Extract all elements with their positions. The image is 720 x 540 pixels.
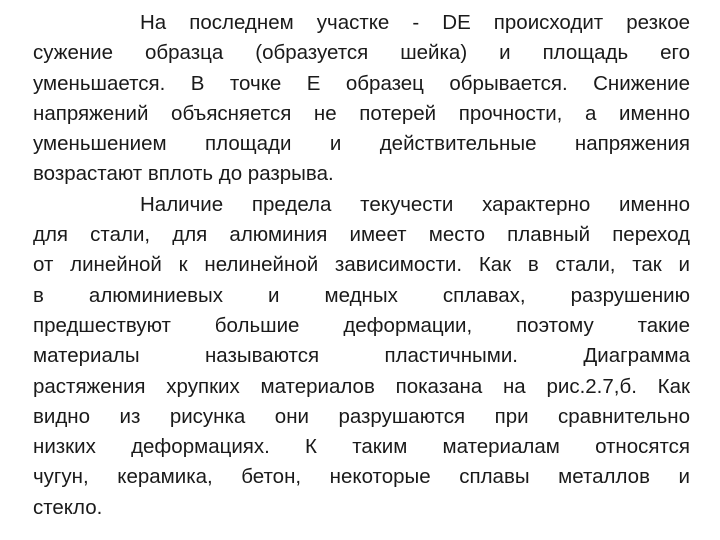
text-line: для стали, для алюминия имеет место плавный переход — [33, 223, 690, 247]
text-line: возрастают вплоть до разрыва. — [33, 162, 334, 186]
text-line: чугун, керамика, бетон, некоторые сплавы металлов и — [33, 465, 690, 489]
text-line: уменьшается. В точке E образец обрывается. Снижение — [33, 71, 690, 95]
text-line: Наличие предела текучести характерно именно — [140, 192, 690, 216]
text-line: напряжений объясняется не потерей прочности, а именно — [33, 101, 690, 125]
text-line: растяжения хрупких материалов показана на рис.2.7,б. Как — [33, 374, 690, 398]
text-line: На последнем участке - DE происходит резкое — [140, 11, 690, 34]
text-line: в алюминиевых и медных сплавах, разрушению — [33, 283, 690, 307]
text-line: предшествуют большие деформации, поэтому такие — [33, 313, 690, 337]
text-line: сужение образца (образуется шейка) и площадь его — [33, 41, 690, 65]
text-line: стекло. — [33, 495, 103, 519]
text-line: видно из рисунка они разрушаются при сравнительно — [33, 404, 690, 428]
text-line: уменьшением площади и действительные напряжения — [33, 132, 690, 156]
text-line: материалы называются пластичными. Диаграмма — [33, 344, 690, 368]
body-text — [33, 8, 690, 523]
text-line: от линейной к нелинейной зависимости. Как в стали, так и — [33, 253, 690, 277]
text-line: низких деформациях. К таким материалам относятся — [33, 435, 690, 459]
